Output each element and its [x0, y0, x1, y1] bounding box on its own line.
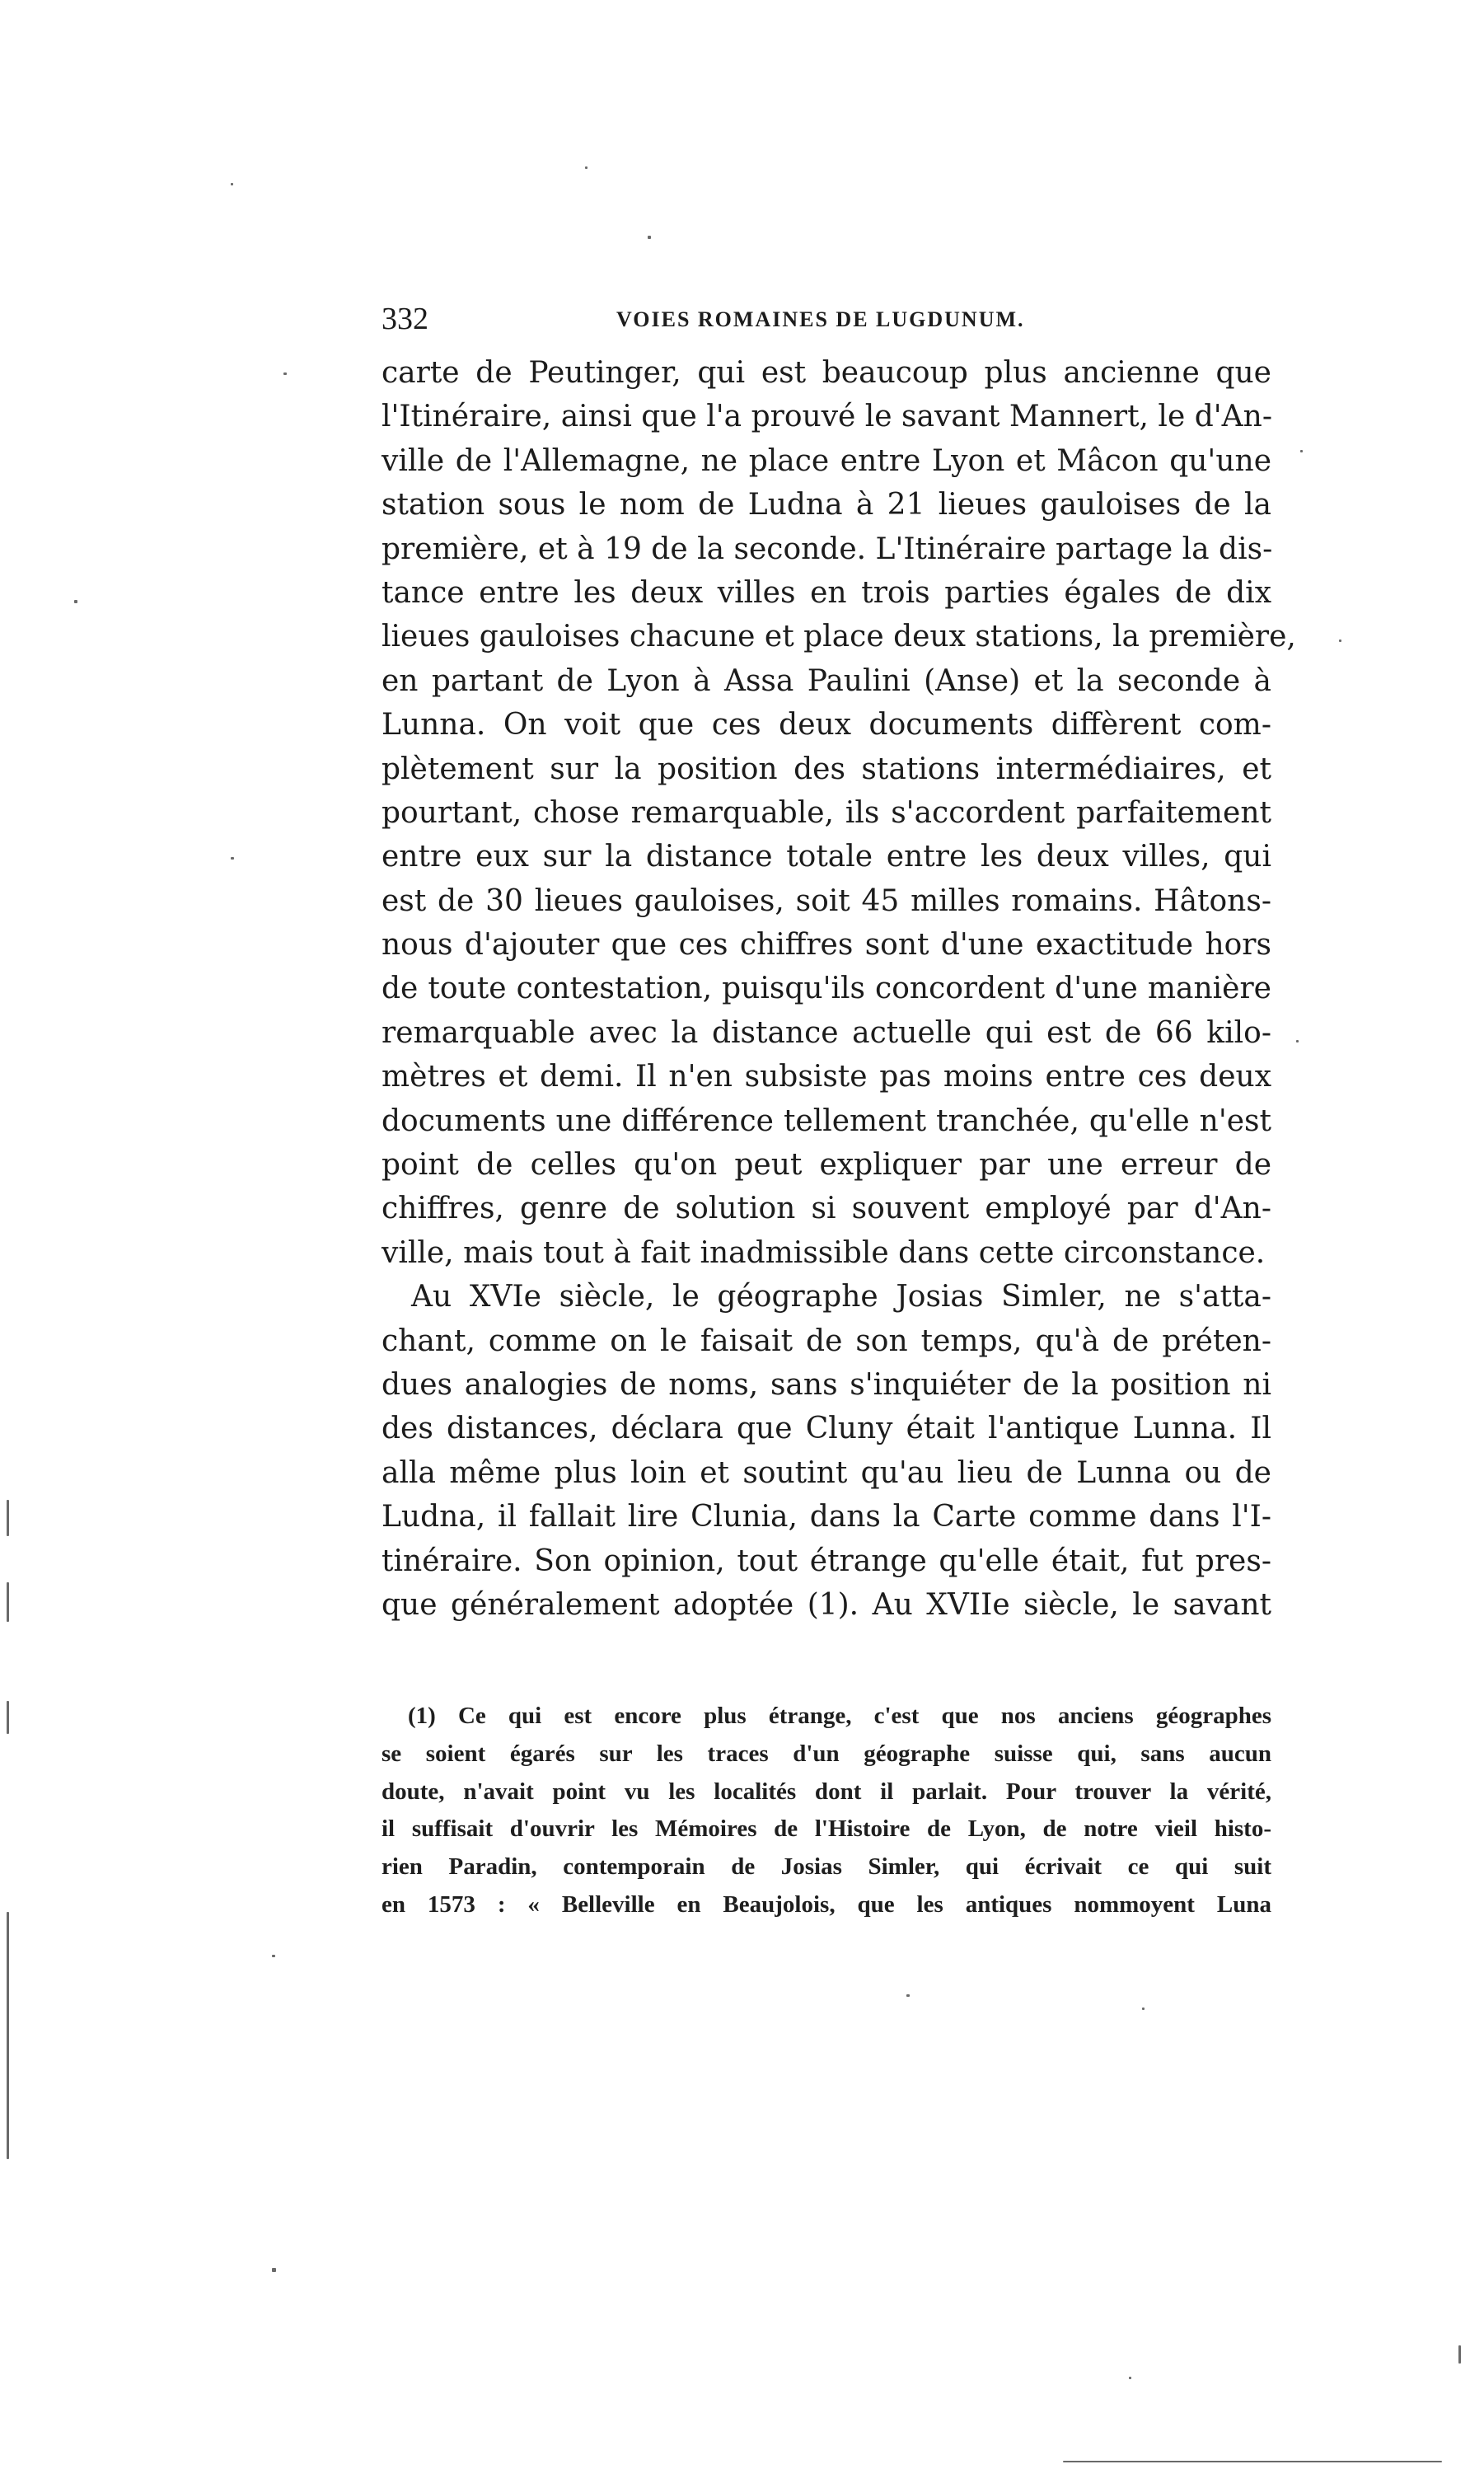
text-line: en partant de Lyon à Assa Paulini (Anse) et la seconde à	[382, 663, 1271, 698]
footnote-line: il suffisait d'ouvrir les Mémoires de l'Histoire de Lyon, de notre vieil histo-	[382, 1815, 1271, 1843]
footnote-line: se soient égarés sur les traces d'un géographe suisse qui, sans aucun	[382, 1740, 1271, 1767]
text-line: lieues gauloises chacune et place deux stations, la première,	[382, 620, 1296, 654]
page-header	[382, 298, 1271, 340]
text-line: chant, comme on le faisait de son temps, qu'à de préten-	[382, 1324, 1271, 1358]
text-line: Au XVIe siècle, le géographe Josias Simler, ne s'atta-	[411, 1280, 1271, 1314]
main-text	[382, 351, 1296, 1627]
scan-speck	[906, 1994, 910, 1997]
scan-speck	[1339, 640, 1341, 642]
scan-speck	[1300, 450, 1303, 452]
footnote-line: rien Paradin, contemporain de Josias Simler, qui écrivait ce qui suit	[382, 1853, 1271, 1881]
text-line: documents une différence tellement tranchée, qu'elle n'est	[382, 1103, 1271, 1138]
scan-speck	[272, 1955, 275, 1957]
text-line: remarquable avec la distance actuelle qui est de 66 kilo-	[382, 1015, 1271, 1050]
scan-speck	[1296, 1040, 1299, 1042]
page-number: 332	[382, 302, 428, 336]
scan-speck	[74, 600, 77, 603]
text-line: point de celles qu'on peut expliquer par une erreur de	[382, 1148, 1271, 1183]
scan-speck	[7, 1701, 9, 1734]
text-line: chiffres, genre de solution si souvent employé par d'An-	[382, 1192, 1271, 1226]
running-title: VOIES ROMAINES DE LUGDUNUM.	[616, 307, 1025, 331]
scan-speck	[231, 183, 233, 185]
scan-speck	[1129, 2377, 1131, 2379]
scan-speck	[1063, 2461, 1442, 2462]
text-line: Lunna. On voit que ces deux documents diffèrent com-	[382, 708, 1271, 743]
scan-speck	[283, 372, 287, 375]
text-line: mètres et demi. Il n'en subsiste pas moins entre ces deux	[382, 1060, 1271, 1094]
footnote-line: (1) Ce qui est encore plus étrange, c'est que nos anciens géographes	[408, 1703, 1271, 1729]
scan-speck	[1142, 2008, 1145, 2010]
text-line: tinéraire. Son opinion, tout étrange qu'elle était, fut pres-	[382, 1544, 1271, 1578]
text-line: de toute contestation, puisqu'ils concordent d'une manière	[382, 972, 1271, 1006]
text-line: plètement sur la position des stations intermédiaires, et	[382, 752, 1271, 786]
text-line: est de 30 lieues gauloises, soit 45 milles romains. Hâtons-	[382, 883, 1271, 918]
footnote-block	[382, 1698, 1271, 1924]
text-line: Ludna, il fallait lire Clunia, dans la Carte comme dans l'I-	[382, 1500, 1271, 1534]
scan-speck	[272, 2268, 276, 2272]
text-line: que généralement adoptée (1). Au XVIIe siècle, le savant	[382, 1587, 1271, 1622]
text-line: carte de Peutinger, qui est beaucoup plus ancienne que	[382, 356, 1271, 390]
text-line: première, et à 19 de la seconde. L'Itinéraire partage la dis-	[382, 532, 1273, 566]
text-line: ville de l'Allemagne, ne place entre Lyon et Mâcon qu'une	[382, 443, 1271, 478]
text-line: dues analogies de noms, sans s'inquiéter de la position ni	[382, 1367, 1271, 1402]
scan-speck	[585, 166, 588, 169]
scan-speck	[7, 1582, 9, 1622]
text-line: ville, mais tout à fait inadmissible dans cette circonstance.	[382, 1235, 1266, 1270]
text-line: des distances, déclara que Cluny était l'antique Lunna. Il	[382, 1412, 1271, 1446]
text-line: alla même plus loin et soutint qu'au lieu de Lunna ou de	[382, 1455, 1271, 1490]
text-line: entre eux sur la distance totale entre les deux villes, qui	[382, 840, 1271, 874]
text-line: station sous le nom de Ludna à 21 lieues gauloises de la	[382, 488, 1271, 522]
scan-speck	[1458, 2345, 1461, 2364]
text-line: tance entre les deux villes en trois parties égales de dix	[382, 575, 1271, 610]
text-line: nous d'ajouter que ces chiffres sont d'une exactitude hors	[382, 928, 1271, 963]
footnote-line: doute, n'avait point vu les localités dont il parlait. Pour trouver la vérité,	[382, 1778, 1271, 1805]
scan-speck	[7, 1500, 9, 1536]
scan-speck	[7, 1912, 9, 2159]
scan-speck	[231, 857, 234, 860]
text-line: l'Itinéraire, ainsi que l'a prouvé le savant Mannert, le d'An-	[382, 400, 1272, 434]
scan-speck	[648, 236, 651, 239]
text-line: pourtant, chose remarquable, ils s'accordent parfaitement	[382, 795, 1271, 830]
footnote-line: en 1573 : « Belleville en Beaujolois, que les antiques nommoyent Luna	[382, 1890, 1271, 1918]
